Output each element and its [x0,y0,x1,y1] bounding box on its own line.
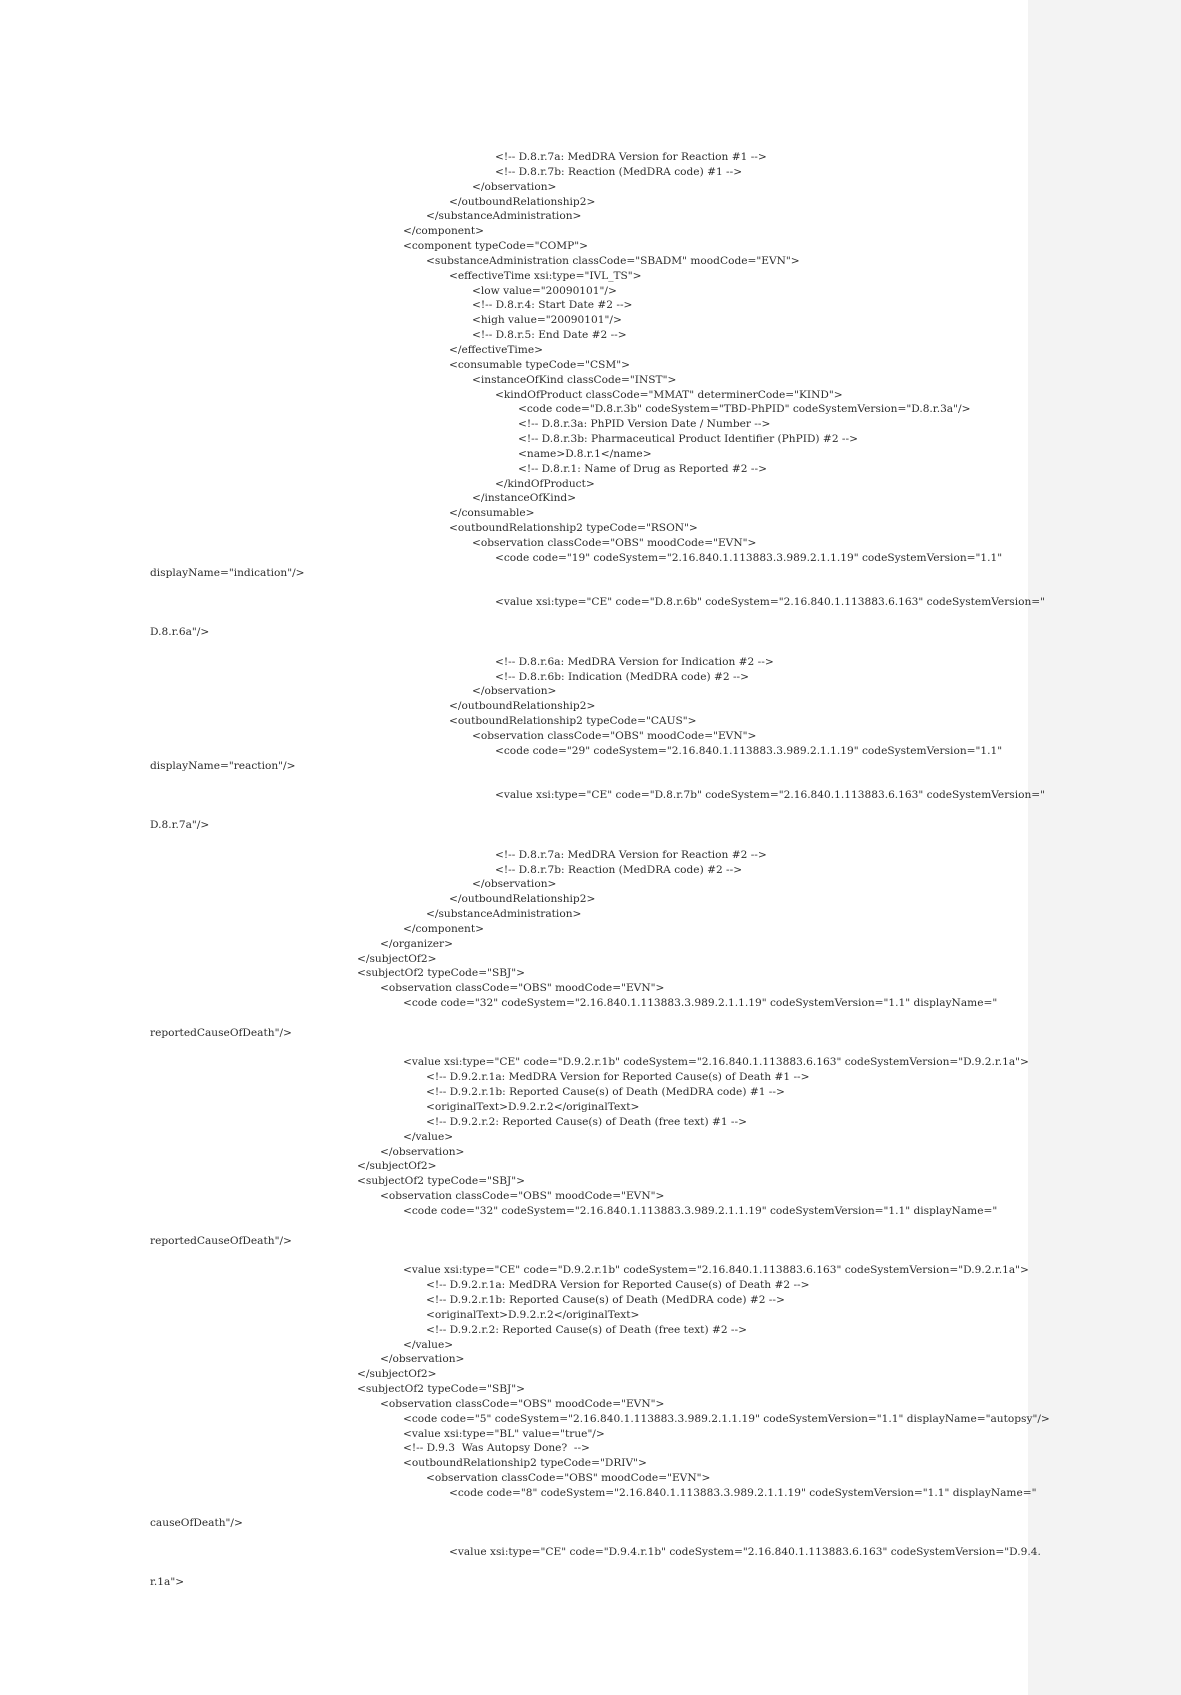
code-line: </subjectOf2> [357,1160,437,1173]
code-line: </substanceAdministration> [426,210,582,223]
code-line: </value> [403,1130,454,1143]
code-line: <!-- D.8.r.7b: Reaction (MedDRA code) #1 --> [495,165,743,178]
code-line: <!-- D.8.r.7a: MedDRA Version for Reaction #2 --> [495,848,767,861]
code-line: <!-- D.9.2.r.1a: MedDRA Version for Reported Cause(s) of Death #1 --> [426,1071,810,1084]
code-line: <!-- D.9.3 Was Autopsy Done? --> [403,1442,590,1455]
code-line: displayName="indication"/> [150,566,305,579]
code-line [150,773,1030,788]
code-line: <observation classCode="OBS" moodCode="EVN"> [472,536,757,549]
code-line: <value xsi:type="CE" code="D.9.2.r.1b" codeSystem="2.16.840.1.113883.6.163" codeSystemVersion="D.9.2.r.1a"> [403,1264,1029,1277]
code-line [150,833,1030,848]
code-line: <subjectOf2 typeCode="SBJ"> [357,967,525,980]
code-line [150,1219,1030,1234]
code-line: <kindOfProduct classCode="MMAT" determinerCode="KIND"> [495,388,843,401]
code-line: <code code="29" codeSystem="2.16.840.1.113883.3.989.2.1.1.19" codeSystemVersion="1.1" [495,744,1003,757]
code-line: <!-- D.8.r.6b: Indication (MedDRA code) #2 --> [495,670,750,683]
code-line: <outboundRelationship2 typeCode="RSON"> [449,522,698,535]
code-line: </instanceOfKind> [472,492,577,505]
code-line: </observation> [472,878,557,891]
code-line: </subjectOf2> [357,952,437,965]
code-line: <outboundRelationship2 typeCode="DRIV"> [403,1457,647,1470]
code-line: <code code="19" codeSystem="2.16.840.1.113883.3.989.2.1.1.19" codeSystemVersion="1.1" [495,551,1003,564]
code-line: <originalText>D.9.2.r.2</originalText> [426,1308,640,1321]
code-line: <component typeCode="COMP"> [403,240,589,253]
code-line: <!-- D.8.r.4: Start Date #2 --> [472,299,633,312]
code-line: </subjectOf2> [357,1368,437,1381]
code-line: <!-- D.9.2.r.1b: Reported Cause(s) of Death (MedDRA code) #2 --> [426,1293,785,1306]
code-line: </kindOfProduct> [495,477,595,490]
code-line: </observation> [380,1145,465,1158]
code-line: <!-- D.8.r.7b: Reaction (MedDRA code) #2 --> [495,863,743,876]
code-line: <!-- D.8.r.3a: PhPID Version Date / Number --> [518,418,771,431]
xml-code-listing [150,150,1050,1590]
code-line: <code code="32" codeSystem="2.16.840.1.113883.3.989.2.1.1.19" codeSystemVersion="1.1" displayName=" [403,1204,998,1217]
code-line: <subjectOf2 typeCode="SBJ"> [357,1383,525,1396]
code-line: displayName="reaction"/> [150,759,296,772]
code-line: </consumable> [449,507,535,520]
code-line: r.1a"> [150,1576,185,1588]
code-line: <consumable typeCode="CSM"> [449,358,630,371]
code-line: <high value="20090101"/> [472,314,622,327]
code-line: <substanceAdministration classCode="SBADM" moodCode="EVN"> [426,254,800,267]
code-line [150,1011,1030,1026]
code-line: causeOfDeath"/> [150,1516,243,1529]
code-line: <observation classCode="OBS" moodCode="EVN"> [426,1472,711,1485]
code-line: <outboundRelationship2 typeCode="CAUS"> [449,715,697,728]
code-line: <observation classCode="OBS" moodCode="EVN"> [380,1397,665,1410]
right-margin-shade [1028,0,1181,1695]
code-line: <code code="D.8.r.3b" codeSystem="TBD-PhPID" codeSystemVersion="D.8.r.3a"/> [518,403,971,416]
code-line [150,1248,1030,1263]
code-line: </substanceAdministration> [426,908,582,921]
code-line [150,1041,1030,1056]
code-line: </organizer> [380,937,453,950]
code-line: <!-- D.8.r.6a: MedDRA Version for Indication #2 --> [495,655,774,668]
code-line: <value xsi:type="CE" code="D.9.4.r.1b" codeSystem="2.16.840.1.113883.6.163" codeSystemVersion="D.9.4. [449,1546,1041,1559]
code-line [150,1560,1030,1575]
code-line: <!-- D.8.r.1: Name of Drug as Reported #2 --> [518,462,767,475]
code-line: </value> [403,1338,454,1351]
code-line: <!-- D.8.r.5: End Date #2 --> [472,329,627,342]
code-line: D.8.r.6a"/> [150,626,210,638]
code-line: </observation> [380,1353,465,1366]
code-line: <code code="8" codeSystem="2.16.840.1.113883.3.989.2.1.1.19" codeSystemVersion="1.1" displayName=" [449,1486,1037,1499]
code-line: <!-- D.9.2.r.2: Reported Cause(s) of Death (free text) #2 --> [426,1323,747,1336]
code-line: </component> [403,225,485,238]
code-line [150,1530,1030,1545]
code-line: </observation> [472,180,557,193]
code-line [150,640,1030,655]
code-line: <observation classCode="OBS" moodCode="EVN"> [380,1190,665,1203]
code-line: </outboundRelationship2> [449,700,596,713]
code-line [150,803,1030,818]
code-line: <value xsi:type="CE" code="D.8.r.6b" codeSystem="2.16.840.1.113883.6.163" codeSystemVersion=" [495,596,1046,609]
code-line: <observation classCode="OBS" moodCode="EVN"> [472,729,757,742]
code-line: <instanceOfKind classCode="INST"> [472,373,677,386]
code-line: <name>D.8.r.1</name> [518,447,652,460]
code-line: <code code="5" codeSystem="2.16.840.1.113883.3.989.2.1.1.19" codeSystemVersion="1.1" displayName="autopsy"/> [403,1412,1050,1425]
code-line: reportedCauseOfDeath"/> [150,1234,292,1247]
code-line: <value xsi:type="BL" value="true"/> [403,1427,605,1440]
code-line: <subjectOf2 typeCode="SBJ"> [357,1175,525,1188]
code-line: <!-- D.9.2.r.1a: MedDRA Version for Reported Cause(s) of Death #2 --> [426,1279,810,1292]
code-line: <!-- D.8.r.7a: MedDRA Version for Reaction #1 --> [495,151,767,163]
code-line: <code code="32" codeSystem="2.16.840.1.113883.3.989.2.1.1.19" codeSystemVersion="1.1" displayName=" [403,997,998,1010]
code-line: </observation> [472,685,557,698]
code-line [150,1501,1030,1516]
code-line [150,610,1030,625]
code-line: </outboundRelationship2> [449,195,596,208]
code-line: <!-- D.8.r.3b: Pharmaceutical Product Identifier (PhPID) #2 --> [518,433,858,446]
code-line: </effectiveTime> [449,343,543,356]
code-line: <!-- D.9.2.r.2: Reported Cause(s) of Death (free text) #1 --> [426,1115,747,1128]
code-line: D.8.r.7a"/> [150,818,210,831]
code-line: <low value="20090101"/> [472,284,617,297]
code-line [150,580,1030,595]
code-line: <effectiveTime xsi:type="IVL_TS"> [449,269,642,282]
code-line: <originalText>D.9.2.r.2</originalText> [426,1101,640,1113]
code-line: <value xsi:type="CE" code="D.8.r.7b" codeSystem="2.16.840.1.113883.6.163" codeSystemVersion=" [495,789,1046,802]
code-line: <value xsi:type="CE" code="D.9.2.r.1b" codeSystem="2.16.840.1.113883.6.163" codeSystemVersion="D.9.2.r.1a"> [403,1056,1029,1069]
code-line: reportedCauseOfDeath"/> [150,1026,292,1039]
code-line: <!-- D.9.2.r.1b: Reported Cause(s) of Death (MedDRA code) #1 --> [426,1086,785,1099]
code-line: </component> [403,922,485,935]
code-line: </outboundRelationship2> [449,893,596,906]
code-line: <observation classCode="OBS" moodCode="EVN"> [380,982,665,995]
